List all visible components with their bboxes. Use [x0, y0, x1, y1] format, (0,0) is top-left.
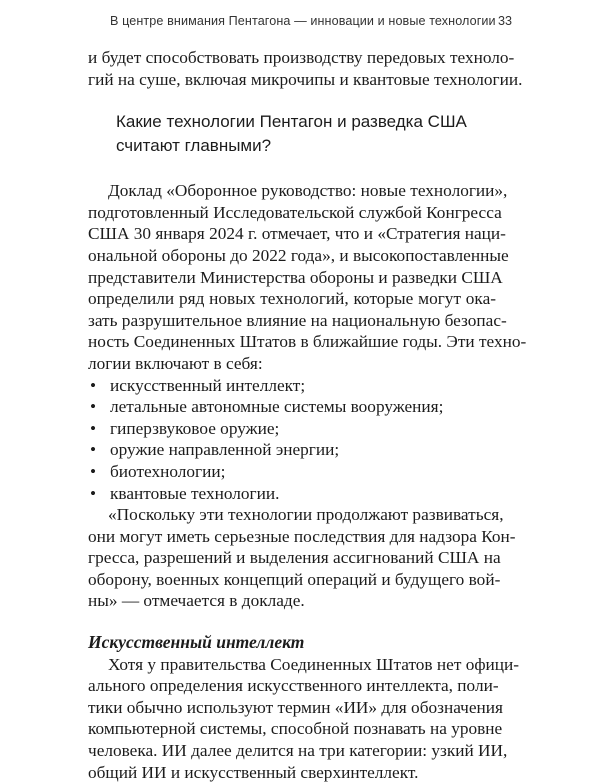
- list-item: • летальные автономные системы вооружения;: [88, 396, 496, 418]
- section-heading-line: считают главными?: [116, 136, 272, 156]
- paragraph: [88, 504, 516, 612]
- list-item: • оружие направленной энергии;: [88, 439, 496, 461]
- section-heading: [116, 110, 496, 158]
- running-header: В центре внимания Пентагона — инновации и новые технологии: [110, 14, 496, 28]
- text-line: логии включают в себя:: [88, 353, 263, 373]
- text-line: человека. ИИ далее делится на три категории: узкий ИИ,: [88, 741, 508, 761]
- subsection-heading: Искусственный интеллект: [88, 632, 305, 653]
- text-line: США 30 января 2024 г. отмечает, что и «Стратегия наци-: [88, 224, 506, 244]
- text-line: ность Соединенных Штатов в ближайшие годы. Эти техно-: [88, 332, 527, 352]
- text-line: и будет способствовать производству передовых техноло-: [88, 48, 515, 67]
- list-item: • гиперзвуковое оружие;: [88, 418, 496, 440]
- text-line: «Поскольку эти технологии продолжают развиваться,: [108, 505, 504, 525]
- paragraph: [88, 180, 527, 374]
- text-line: гресса, разрешений и выделения ассигнований США на: [88, 548, 501, 568]
- text-line: Доклад «Оборонное руководство: новые технологии»,: [108, 181, 508, 201]
- text-line: подготовленный Исследовательской службой Конгресса: [88, 202, 502, 222]
- text-line: ональной обороны до 2022 года», и высокопоставленные: [88, 245, 509, 265]
- text-line: тики обычно используют термин «ИИ» для обозначения: [88, 697, 503, 717]
- text-line: ны» — отмечается в докладе.: [88, 591, 305, 611]
- list-item: • биотехнологии;: [88, 461, 496, 483]
- text-line: зать разрушительное влияние на национальную безопас-: [88, 310, 507, 330]
- text-line: определили ряд новых технологий, которые могут ока-: [88, 289, 496, 309]
- list-item: • искусственный интеллект;: [88, 375, 496, 397]
- text-line: ального определения искусственного интеллекта, поли-: [88, 676, 499, 696]
- paragraph: [88, 654, 520, 783]
- text-line: компьютерной системы, способной познавать на уровне: [88, 719, 503, 739]
- page-number: 33: [497, 14, 512, 28]
- page-body: [88, 47, 527, 783]
- list-item: • квантовые технологии.: [88, 483, 496, 505]
- text-line: представители Министерства обороны и разведки США: [88, 267, 503, 287]
- text-line: оборону, военных концепций операций и будущего вой-: [88, 569, 501, 589]
- section-heading-line: Какие технологии Пентагон и разведка США: [116, 112, 467, 132]
- text-line: Хотя у правительства Соединенных Штатов нет офици-: [108, 654, 520, 674]
- text-line: они могут иметь серьезные последствия для надзора Кон-: [88, 526, 516, 546]
- text-line: гий на суше, включая микрочипы и квантовые технологии.: [88, 69, 523, 89]
- text-line: общий ИИ и искусственный сверхинтеллект.: [88, 762, 419, 782]
- bullet-list: [88, 375, 496, 505]
